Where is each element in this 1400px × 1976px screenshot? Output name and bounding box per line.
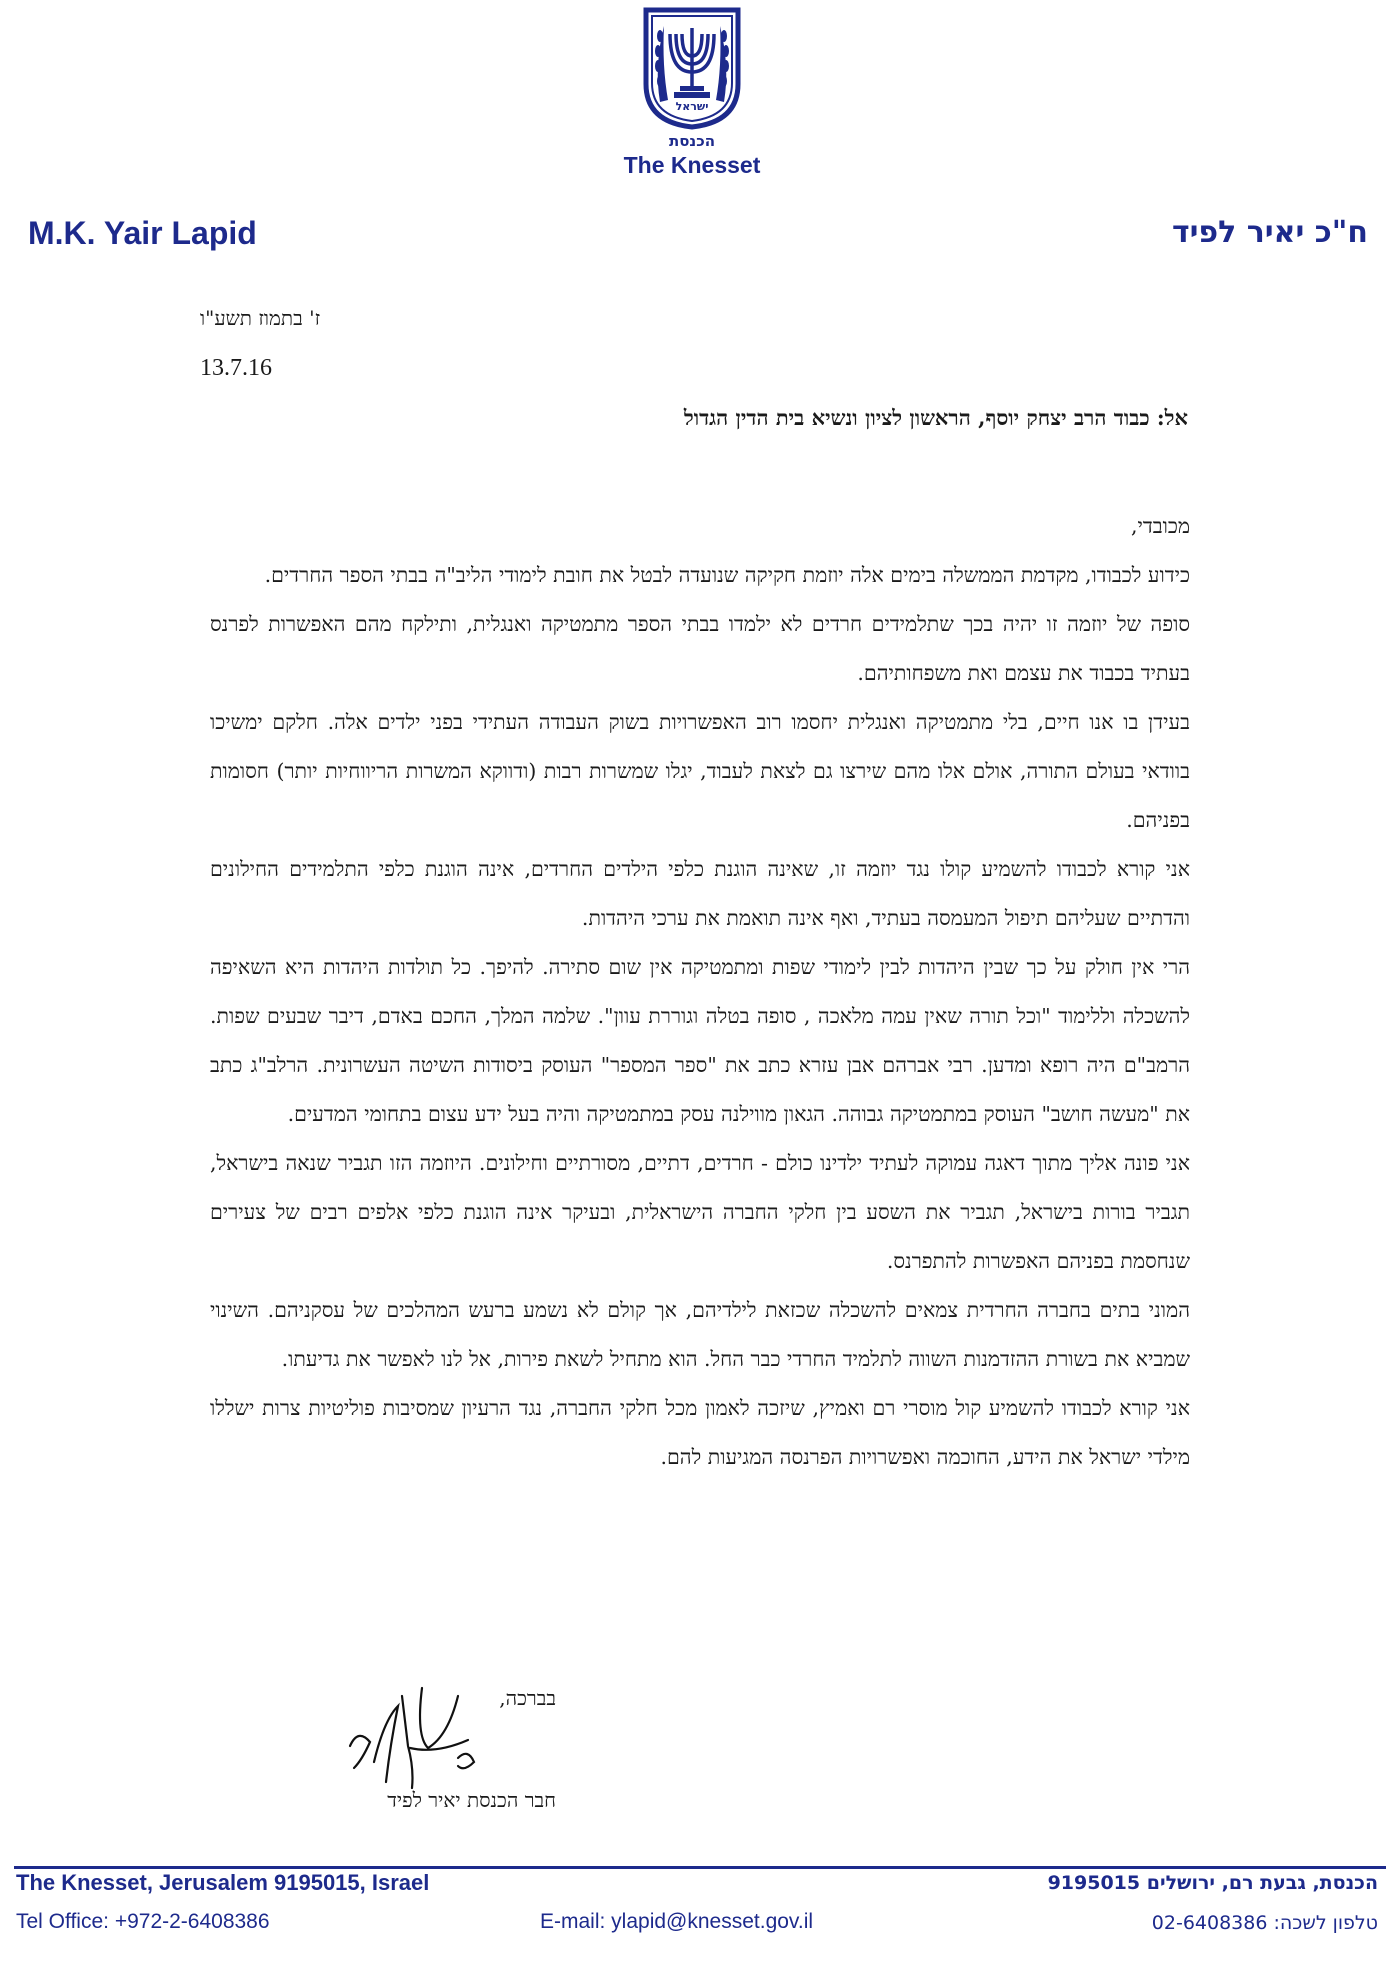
knesset-english-label: The Knesset [623, 152, 761, 178]
body-paragraph: המוני בתים בחברה החרדית צמאים להשכלה שכזאת לילדיהם, אך קולם לא נשמע ברעש המהלכים של עסקניהם. השינוי שמביא את בשורת ההזדמנות השווה לתלמיד החרדי כבר החל. הוא מתחיל לשאת פירות, אל לנו לאפשר את גדיעתו. [210, 1298, 1190, 1371]
knesset-hebrew-label: הכנסת [668, 132, 716, 150]
mk-name-hebrew: ח"כ יאיר לפיד [1171, 215, 1368, 250]
body-paragraph: כידוע לכבודו, מקדמת הממשלה בימים אלה יוזמת חקיקה שנועדה לבטל את חובת לימודי הליב"ה בבתי הספר החרדים. [264, 563, 1190, 587]
body-paragraph: הרי אין חולק על כך שבין היהדות לבין לימודי שפות ומתמטיקה אין שום סתירה. להיפך. כל תולדות היהדות היא השאיפה להשכלה וללימוד "וכל תורה שאין עמה מלאכה , סופה בטלה וגוררת עוון". שלמה המלך, החכם באדם, דיבר שבעים שפות. הרמב"ם היה רופא ומדען. רבי אברהם אבן עזרא כתב את "ספר המספר" העוסק ביסודות השיטה העשרונית. הרלב"ג כתב את "מעשה חושב" העוסק במתמטיקה גבוהה. הגאון מווילנה עסק במתמטיקה והיה בעל ידע עצום בתחומי המדעים. [210, 955, 1190, 1126]
body-paragraph: סופה של יוזמה זו יהיה בכך שתלמידים חרדים לא ילמדו בבתי הספר מתמטיקה ואנגלית, ותילקח מהם האפשרות לפרנס בעתיד בכבוד את עצמם ואת משפחותיהם. [210, 612, 1190, 685]
hebrew-date: ז' בתמוז תשע"ו [200, 306, 321, 330]
body-paragraph: אני קורא לכבודו להשמיע קול מוסרי רם ואמיץ, שיזכה לאמון מכל חלקי החברה, נגד הרעיון שמסיבות פוליטיות צרות ישללו מילדי ישראל את הידע, החוכמה ואפשרויות הפרנסה המגיעות להם. [210, 1396, 1190, 1469]
salutation: מכובדי, [1130, 514, 1190, 538]
gregorian-date: 13.7.16 [200, 355, 272, 381]
footer-email[interactable]: E-mail: ylapid@knesset.gov.il [540, 1910, 814, 1933]
handwritten-signature [340, 1676, 500, 1796]
body-paragraph: אני פונה אליך מתוך דאגה עמוקה לעתיד ילדינו כולם - חרדים, דתיים, מסורתיים וחילונים. היוזמה הזו תגביר שנאה בישראל, תגביר בורות בישראל, תגביר את השסע בין חלקי החברה הישראלית, ובעיקר אינה הוגנת כלפי אלפים רבים של צעירים שנחסמת בפניהם האפשרות להתפרנס. [210, 1151, 1190, 1273]
recipient-line: אל: כבוד הרב יצחק יוסף, הראשון לציון ונשיא בית הדין הגדול [683, 405, 1188, 430]
knesset-menorah-emblem-icon [640, 6, 744, 130]
signer-title: חבר הכנסת יאיר לפיד [387, 1788, 556, 1812]
emblem-hebrew-text: ישראל [675, 100, 709, 113]
body-paragraph: בעידן בו אנו חיים, בלי מתמטיקה ואנגלית יחסמו רוב האפשרויות בשוק העבודה העתידי בפני ילדים אלה. חלקם ימשיכו בוודאי בעולם התורה, אולם אלו מהם שירצו גם לצאת לעבוד, יגלו שמשרות רבות (ודווקא המשרות הריווחיות יותר) חסומות בפניהם. [210, 710, 1190, 832]
body-paragraph: אני קורא לכבודו להשמיע קולו נגד יוזמה זו, שאינה הוגנת כלפי הילדים החרדים, אינה הוגנת כלפי התלמידים החילונים והדתיים שעליהם תיפול המעמסה בעתיד, ואף אינה תואמת את ערכי היהדות. [210, 857, 1190, 930]
footer-divider [14, 1866, 1386, 1869]
footer-address-english: The Knesset, Jerusalem 9195015, Israel [16, 1870, 430, 1895]
footer-phone-hebrew: טלפון לשכה: 02-6408386 [1151, 1912, 1378, 1934]
closing-greeting: בברכה, [499, 1686, 556, 1710]
footer-address-hebrew: הכנסת, גבעת רם, ירושלים 9195015 [1047, 1872, 1378, 1894]
mk-name-english: M.K. Yair Lapid [28, 215, 257, 251]
footer-phone-english: Tel Office: +972-2-6408386 [16, 1910, 270, 1933]
letter-body [210, 502, 1190, 1482]
